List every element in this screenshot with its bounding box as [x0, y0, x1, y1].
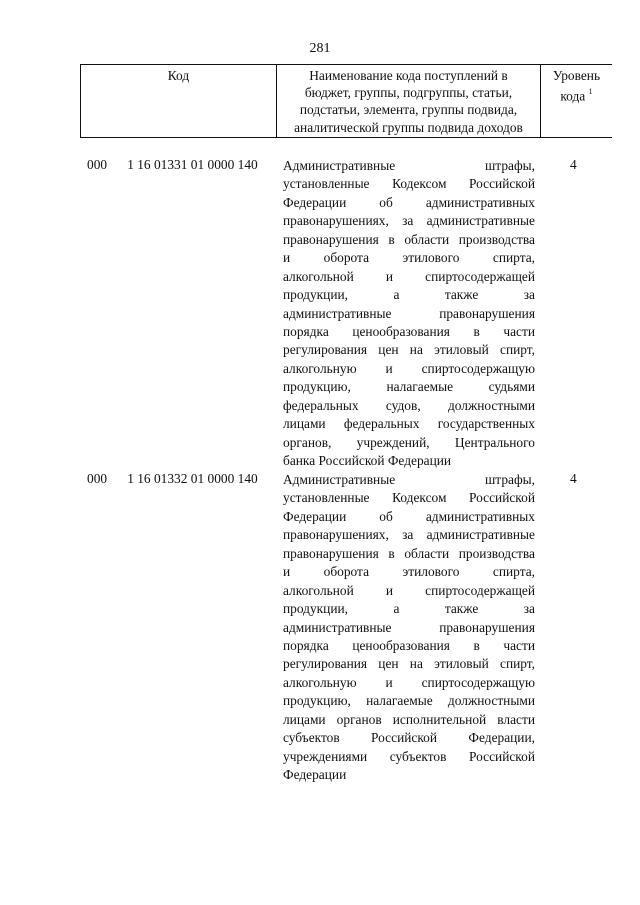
name-line: федеральных судов, должностными: [283, 397, 535, 413]
column-header-level-line: [541, 84, 612, 105]
name-line: установленные Кодексом Российской: [283, 176, 535, 192]
name-line: Федерации об административных: [283, 508, 535, 524]
name-cell: [283, 471, 535, 784]
name-line: и оборота этилового спирта,: [283, 564, 535, 580]
column-header-name-line: аналитической группы подвида доходов: [294, 119, 523, 135]
name-line: и оборота этилового спирта,: [283, 250, 535, 266]
name-line: алкогольную и спиртосодержащую: [283, 674, 535, 690]
page-number: 281: [309, 41, 331, 56]
code-cell: [87, 157, 258, 173]
revenue-code: 1 16 01331 01 0000 140: [127, 157, 258, 172]
name-line: продукцию, налагаемые судьями: [283, 379, 535, 395]
name-line: Федерации: [283, 767, 347, 782]
column-header-level-line: Уровень: [552, 68, 601, 83]
name-line: правонарушениях, за административные: [283, 213, 535, 229]
column-header-code-label: Код: [167, 68, 190, 83]
name-line: алкогольной и спиртосодержащей: [283, 582, 535, 598]
column-header-name: [277, 65, 541, 137]
footnote-mark: 1: [588, 87, 593, 97]
level-cell: 4: [570, 471, 577, 486]
name-line: продукции, а также за: [283, 287, 535, 303]
table-header: [80, 64, 612, 138]
name-line: установленные Кодексом Российской: [283, 490, 535, 506]
level-cell: 4: [570, 157, 577, 172]
name-line: лицами органов исполнительной власти: [283, 711, 535, 727]
name-line: органов, учреждений, Центрального: [283, 434, 535, 450]
column-header-level-line-text: кода: [560, 88, 586, 104]
column-header-name-line: Наименование кода поступлений в: [309, 68, 508, 83]
admin-code: 000: [87, 471, 108, 486]
name-line: алкогольную и спиртосодержащую: [283, 360, 535, 376]
name-line: правонарушения в области производства: [283, 231, 535, 247]
name-cell: [283, 157, 535, 470]
name-line: субъектов Российской Федерации,: [283, 730, 535, 746]
name-line: порядка ценообразования в части: [283, 637, 535, 653]
admin-code: 000: [87, 157, 108, 172]
column-header-level: [541, 65, 612, 137]
name-line: Федерации об административных: [283, 194, 535, 210]
column-header-name-line: бюджет, группы, подгруппы, статьи,: [304, 85, 513, 101]
code-cell: [87, 471, 258, 487]
name-line: учреждениями субъектов Российской: [283, 748, 535, 764]
name-line: алкогольной и спиртосодержащей: [283, 268, 535, 284]
name-line: правонарушения в области производства: [283, 545, 535, 561]
name-line: банка Российской Федерации: [283, 453, 452, 468]
name-line: правонарушениях, за административные: [283, 527, 535, 543]
name-line: продукцию, налагаемые должностными: [283, 693, 535, 709]
name-line: регулирования цен на этиловый спирт,: [283, 342, 535, 358]
column-header-name-line: подстатьи, элемента, группы подвида,: [299, 102, 518, 118]
name-line: административные правонарушения: [283, 619, 535, 635]
revenue-code: 1 16 01332 01 0000 140: [127, 471, 258, 486]
name-line: продукции, а также за: [283, 601, 535, 617]
name-line: регулирования цен на этиловый спирт,: [283, 656, 535, 672]
name-line: лицами федеральных государственных: [283, 416, 535, 432]
name-line: Административные штрафы,: [283, 472, 535, 487]
column-header-code: [81, 65, 277, 137]
name-line: порядка ценообразования в части: [283, 323, 535, 339]
name-line: административные правонарушения: [283, 305, 535, 321]
name-line: Административные штрафы,: [283, 158, 535, 173]
